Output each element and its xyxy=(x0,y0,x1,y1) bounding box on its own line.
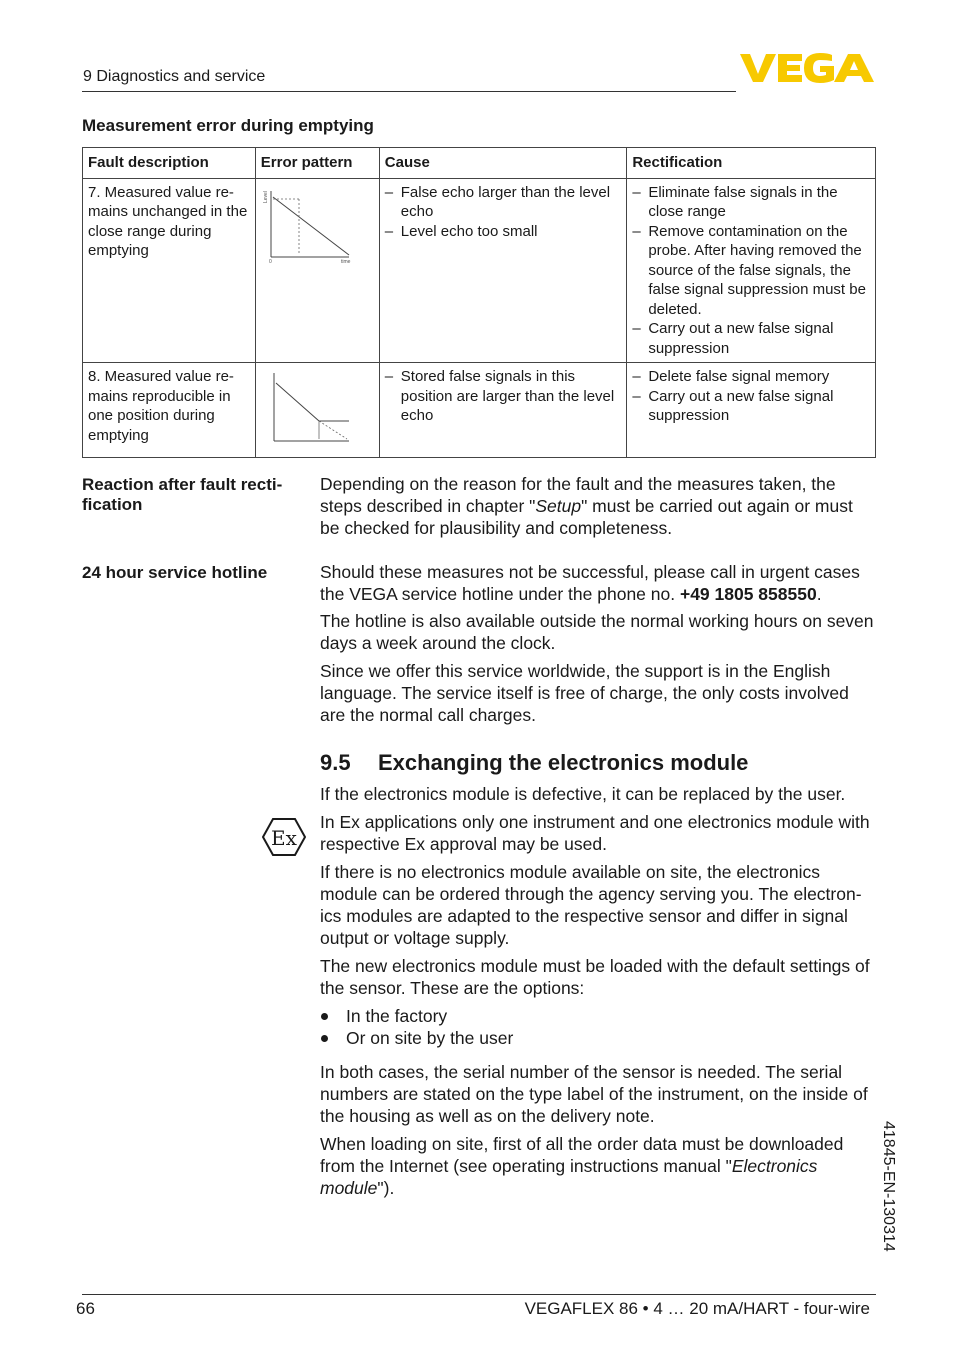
table-row xyxy=(83,178,876,363)
section-heading xyxy=(320,750,748,776)
fault-description: 7. Measured value re-mains unchanged in the close range during emptying xyxy=(83,178,256,363)
list-item: Or on site by the user xyxy=(320,1027,860,1049)
table-header-row xyxy=(83,148,876,179)
rectification-cell xyxy=(627,363,876,458)
ex-icon-text: Ex xyxy=(271,826,297,850)
section-paragraph-6: When loading on site, first of all the order data must be downloaded from the Internet (see operating instructions manual "Electronics module"). xyxy=(320,1134,844,1198)
hotline-phone: +49 1805 858550 xyxy=(679,584,817,604)
graph-origin-label: 0 xyxy=(268,258,272,263)
section-paragraph-5: In both cases, the serial number of the sensor is needed. The serial numbers are stated on the type label of the instrument, on the inside of the housing as well as on the delivery note. xyxy=(320,1062,868,1126)
ex-icon xyxy=(262,817,306,857)
vega-logo xyxy=(740,52,874,84)
document-code: 41845-EN-130314 xyxy=(880,1121,897,1252)
col-header: Cause xyxy=(379,148,627,179)
col-header: Error pattern xyxy=(255,148,379,179)
rectification-item: – Remove contamination on the probe. After having removed the source of the false signals, the false signal suppression must be deleted. xyxy=(632,222,870,320)
rectification-item: – Delete false signal memory xyxy=(632,367,870,387)
section-paragraph-3: If there is no electronics module available on site, the electronics module can be ordered through the agency serving you. The electron-ics modules are adapted to the respective sensor and differ in signal output or voltage supply. xyxy=(320,862,862,948)
graph-x-label: time xyxy=(340,258,351,263)
col-header: Fault description xyxy=(83,148,256,179)
reaction-label: Reaction after fault recti-fication xyxy=(82,475,283,514)
error-pattern xyxy=(255,178,379,363)
vega-logo-icon xyxy=(740,52,874,84)
footer-rule xyxy=(82,1294,876,1295)
cause-item: – Stored false signals in this position are larger than the level echo xyxy=(385,367,622,426)
cause-item: – False echo larger than the level echo xyxy=(385,183,622,222)
measurement-error-title: Measurement error during emptying xyxy=(82,116,374,135)
rectification-item: – Carry out a new false signal suppression xyxy=(632,319,870,358)
error-pattern-8-graph xyxy=(261,367,371,447)
reaction-paragraph: Depending on the reason for the fault and the measures taken, the steps described in chapter "Setup" must be carried out again or must be checked for plausibility and completeness. xyxy=(320,474,853,538)
cause-cell xyxy=(379,363,627,458)
rectification-item: – Eliminate false signals in the close range xyxy=(632,183,870,222)
rectification-item: – Carry out a new false signal suppression xyxy=(632,387,870,426)
section-title: Exchanging the electronics module xyxy=(378,750,749,775)
col-header: Rectification xyxy=(627,148,876,179)
list-item: In the factory xyxy=(320,1005,860,1027)
section-paragraph-2: In Ex applications only one instrument and one electronics module with respective Ex approval may be used. xyxy=(320,812,870,854)
cause-item: – Level echo too small xyxy=(385,222,622,242)
section-number: 9.5 xyxy=(320,750,351,775)
fault-table xyxy=(82,147,876,458)
rectification-cell xyxy=(627,178,876,363)
error-pattern xyxy=(255,363,379,458)
graph-y-label: Level xyxy=(262,190,269,203)
options-list xyxy=(320,1005,860,1049)
section-paragraph-4: The new electronics module must be loaded with the default settings of the sensor. These are the options: xyxy=(320,956,870,998)
error-pattern-7-graph xyxy=(261,183,371,263)
table-row xyxy=(83,363,876,458)
page-number: 66 xyxy=(76,1299,95,1318)
hotline-paragraph-1: Should these measures not be successful, please call in urgent cases the VEGA service hotline under the phone no. +49 1805 858550. xyxy=(320,562,860,604)
header-rule xyxy=(82,91,736,92)
hotline-label: 24 hour service hotline xyxy=(82,563,268,582)
cause-cell xyxy=(379,178,627,363)
hotline-paragraph-3: Since we offer this service worldwide, the support is in the English language. The service itself is free of charge, the only costs involved are the normal call charges. xyxy=(320,661,849,725)
product-name: VEGAFLEX 86 • 4 … 20 mA/HART - four-wire xyxy=(524,1299,870,1318)
section-paragraph-1: If the electronics module is defective, it can be replaced by the user. xyxy=(320,784,846,804)
hotline-paragraph-2: The hotline is also available outside the normal working hours on seven days a week around the clock. xyxy=(320,611,874,653)
running-header: 9 Diagnostics and service xyxy=(83,68,266,85)
fault-description: 8. Measured value re-mains reproducible in one position during emptying xyxy=(83,363,256,458)
